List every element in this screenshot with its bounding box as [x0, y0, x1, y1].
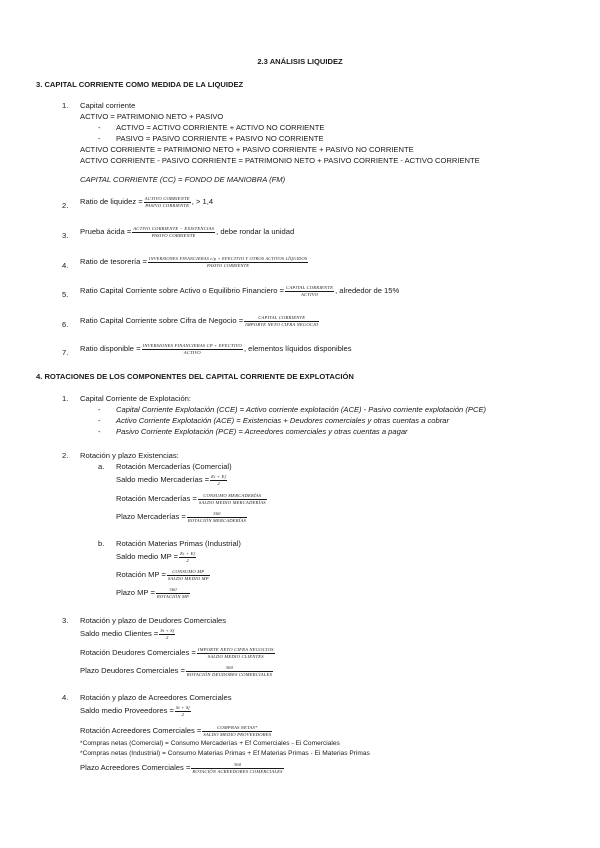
fraction-denominator: SALDO MEDIO PROVEEDORES: [203, 731, 272, 737]
pce-definition: Pasivo Corriente Explotación (PCE) = Acreedores comerciales y otras cuentas a pagar: [116, 427, 408, 436]
fraction-denominator: 2: [175, 711, 191, 718]
ratio-suffix: , alrededor de 15%: [335, 286, 400, 296]
ratio-label: Ratio Capital Corriente sobre Activo o Equilibrio Financiero =: [80, 286, 285, 296]
formula-label: Saldo medio Mercaderías =: [116, 475, 210, 485]
fraction-denominator: SALDO MEDIO MERCADERÍAS: [198, 499, 266, 505]
fraction: [197, 647, 275, 659]
fraction: [144, 196, 191, 208]
dash-bullet: -: [98, 134, 101, 143]
equation-line: PASIVO = PASIVO CORRIENTE + PASIVO NO CORRIENTE: [116, 134, 324, 143]
footnote-compras-comercial: *Compras netas (Comercial) = Consumo Mercaderías + Ef Comerciales - Ei Comerciales: [80, 740, 340, 747]
formula-label: Rotación Mercaderías =: [116, 494, 197, 504]
fraction-numerator: CAPITAL CORRIENTE: [286, 285, 334, 290]
item-title-acreedores: Rotación y plazo de Acreedores Comerciales: [80, 693, 232, 702]
fraction-denominator: PASIVO CORRIENTE: [148, 262, 308, 269]
formula-label: Rotación Deudores Comerciales =: [80, 648, 196, 658]
equation-line: ACTIVO = PATRIMONIO NETO + PASIVO: [80, 112, 224, 121]
ratio-tesoreria: [80, 256, 309, 268]
fraction-numerator: COMPRAS NETAS*: [217, 725, 258, 730]
fraction-denominator: ROTACIÓN DEUDORES COMERCIALES: [186, 671, 272, 677]
italic-equation: CAPITAL CORRIENTE (CC) = FONDO DE MANIOBRA (FM): [80, 175, 286, 184]
fraction-denominator: PASIVO CORRIENTE: [132, 232, 215, 239]
fraction-numerator: 360: [213, 511, 221, 516]
fraction: [244, 315, 319, 327]
item-title-cce: Capital Corriente de Explotación:: [80, 394, 192, 403]
plazo-mp: [116, 587, 191, 599]
fraction-denominator: SALDO MEDIO MP: [167, 575, 209, 581]
sub-letter: a.: [98, 462, 105, 471]
fraction: [202, 725, 272, 737]
rotacion-acreedores: [80, 725, 273, 737]
fraction-numerator: Ei + Ef: [211, 474, 227, 479]
fraction: [175, 705, 191, 717]
fraction-denominator: ROTACIÓN ACREEDORES COMERCIALES: [192, 768, 283, 774]
item-number: 4.: [62, 693, 69, 702]
fraction-denominator: 2: [210, 480, 227, 487]
fraction-numerator: 360: [233, 762, 242, 767]
fraction: [187, 511, 247, 523]
formula-label: Plazo MP =: [116, 588, 155, 598]
fraction-numerator: INVERSIONES FINANCIERAS CP + EFECTIVO: [142, 343, 242, 348]
ratio-cifra-negocio: [80, 315, 320, 327]
fraction-denominator: ACTIVO: [285, 291, 334, 298]
fraction: [198, 493, 267, 505]
subitem-title-mercaderias: Rotación Mercaderías (Comercial): [116, 462, 232, 471]
fraction: [132, 226, 215, 238]
formula-label: Saldo medio Clientes =: [80, 629, 159, 639]
footnote-compras-industrial: *Compras netas (Industrial) = Consumo Materias Primas + Ef Materias Primas - Ei Materias Primas: [80, 750, 370, 757]
fraction-numerator: 360: [225, 665, 234, 670]
fraction-numerator: 360: [169, 587, 177, 592]
formula-label: Rotación MP =: [116, 570, 166, 580]
fraction-denominator: IMPORTE NETO CIFRA NEGOCIO: [245, 321, 319, 327]
fraction: [148, 256, 308, 268]
page-title: 2.3 ANÁLISIS LIQUIDEZ: [257, 57, 343, 66]
fraction-numerator: ACTIVO CORRIENTE − EXISTENCIAS: [133, 226, 215, 231]
rotacion-deudores: [80, 647, 276, 659]
saldo-medio-clientes: [80, 628, 176, 640]
ratio-liquidez: [80, 196, 213, 208]
item-number: 5.: [62, 290, 69, 299]
equation-line: ACTIVO CORRIENTE = PATRIMONIO NETO + PASIVO CORRIENTE + PASIVO NO CORRIENTE: [80, 145, 414, 154]
fraction-numerator: ACTIVO CORRIENTE: [144, 196, 190, 201]
item-number: 2.: [62, 451, 69, 460]
fraction-denominator: PASIVO CORRIENTE: [145, 202, 190, 208]
item-number: 6.: [62, 320, 69, 329]
rotacion-mp: [116, 569, 211, 581]
item-number: 4.: [62, 261, 69, 270]
fraction: [191, 762, 283, 774]
formula-label: Plazo Mercaderías =: [116, 512, 186, 522]
sub-letter: b.: [98, 539, 105, 548]
item-title-capital-corriente: Capital corriente: [80, 101, 136, 110]
fraction-numerator: IMPORTE NETO CIFRA NEGOCIOS: [197, 647, 274, 652]
fraction-denominator: 2: [159, 634, 175, 641]
item-number: 3.: [62, 616, 69, 625]
prueba-acida: [80, 226, 294, 238]
ratio-disponible: [80, 343, 352, 355]
item-title-existencias: Rotación y plazo Existencias:: [80, 451, 179, 460]
rotacion-mercaderias: [116, 493, 268, 505]
equation-line: ACTIVO CORRIENTE - PASIVO CORRIENTE = PATRIMONIO NETO + PASIVO CORRIENTE - ACTIVO CORRIENTE: [80, 156, 480, 165]
plazo-mercaderias: [116, 511, 248, 523]
dash-bullet: -: [98, 427, 101, 436]
fraction-denominator: ROTACIÓN MERCADERÍAS: [187, 517, 246, 523]
fraction-numerator: Si + Sf: [160, 628, 175, 633]
ratio-label: Ratio Capital Corriente sobre Cifra de Negocio =: [80, 316, 244, 326]
formula-label: Plazo Acreedores Comerciales =: [80, 763, 191, 773]
plazo-acreedores: [80, 762, 285, 774]
fraction-numerator: CONSUMO MP: [172, 569, 205, 574]
subitem-title-materias-primas: Rotación Materias Primas (Industrial): [116, 539, 241, 548]
ratio-label: Ratio de liquidez =: [80, 197, 143, 207]
fraction-numerator: CAPITAL CORRIENTE: [258, 315, 306, 320]
item-number: 2.: [62, 201, 69, 210]
ratio-label: Prueba ácida =: [80, 227, 132, 237]
dash-bullet: -: [98, 416, 101, 425]
fraction: [156, 587, 190, 599]
fraction: [210, 474, 227, 486]
item-number: 7.: [62, 348, 69, 357]
formula-label: Saldo medio MP =: [116, 552, 179, 562]
saldo-medio-mp: [116, 551, 197, 563]
dash-bullet: -: [98, 405, 101, 414]
equation-line: ACTIVO = ACTIVO CORRIENTE + ACTIVO NO CORRIENTE: [116, 123, 325, 132]
section4-heading: 4. ROTACIONES DE LOS COMPONENTES DEL CAPITAL CORRIENTE DE EXPLOTACIÓN: [36, 372, 354, 381]
fraction: [167, 569, 210, 581]
item-number: 1.: [62, 101, 69, 110]
fraction-numerator: CONSUMO MERCADERÍAS: [203, 493, 262, 498]
fraction: [142, 343, 243, 355]
fraction-denominator: ROTACIÓN MP: [156, 593, 190, 599]
fraction: [179, 551, 196, 563]
fraction-denominator: ACTIVO: [142, 349, 243, 356]
item-title-deudores: Rotación y plazo de Deudores Comerciales: [80, 616, 227, 625]
ratio-suffix: , debe rondar la unidad: [216, 227, 295, 237]
formula-label: Plazo Deudores Comerciales =: [80, 666, 185, 676]
fraction: [285, 285, 334, 297]
fraction-numerator: INVERSIONES FINANCIERAS c/p + EFECTIVO Y OTROS ACTIVOS LÍQUIDOS: [148, 256, 308, 261]
fraction-denominator: 2: [179, 557, 196, 564]
ace-definition: Activo Corriente Explotación (ACE) = Existencias + Deudores comerciales y otras cuentas a cobrar: [116, 416, 450, 425]
fraction-numerator: Ei + Ef: [180, 551, 196, 556]
formula-label: Saldo medio Proveedores =: [80, 706, 174, 716]
ratio-suffix: , elementos líquidos disponibles: [243, 344, 352, 354]
ratio-equilibrio-financiero: [80, 285, 399, 297]
ratio-label: Ratio disponible =: [80, 344, 141, 354]
fraction: [186, 665, 273, 677]
fraction-denominator: SALDO MEDIO CLIENTES: [197, 653, 275, 660]
ratio-suffix: , > 1,4: [191, 197, 214, 207]
item-number: 3.: [62, 231, 69, 240]
item-number: 1.: [62, 394, 69, 403]
saldo-medio-mercaderias: [116, 474, 228, 486]
plazo-deudores: [80, 665, 274, 677]
fraction-numerator: Si + Sf: [175, 705, 190, 710]
ratio-label: Ratio de tesorería =: [80, 257, 147, 267]
formula-label: Rotación Acreedores Comerciales =: [80, 726, 202, 736]
section3-heading: 3. CAPITAL CORRIENTE COMO MEDIDA DE LA LIQUIDEZ: [36, 80, 244, 89]
cce-definition: Capital Corriente Explotación (CCE) = Activo corriente explotación (ACE) - Pasivo corriente explotación (PCE): [116, 405, 487, 414]
dash-bullet: -: [98, 123, 101, 132]
fraction: [159, 628, 175, 640]
saldo-medio-proveedores: [80, 705, 192, 717]
